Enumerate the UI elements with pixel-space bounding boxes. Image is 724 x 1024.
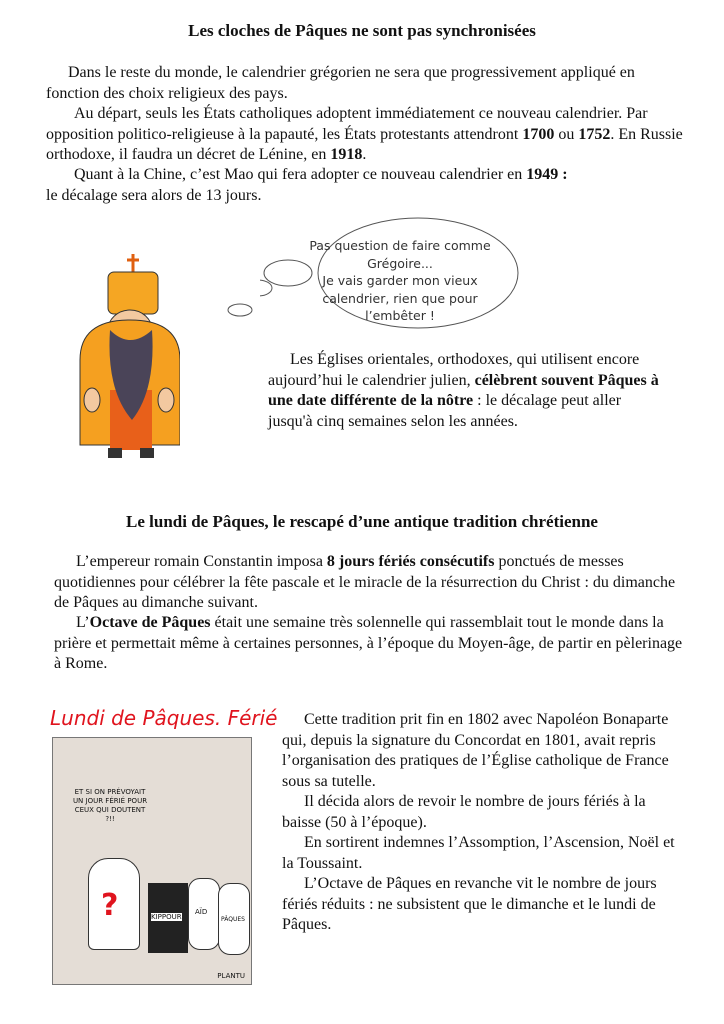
paragraph: Quant à la Chine, c’est Mao qui fera adopter ce nouveau calendrier en 1949 : le décalage sera alors de 13 jours. [46,166,568,204]
paragraph: L’Octave de Pâques était une semaine très solennelle qui rassemblait tout le monde dans la prière et permettait même à certaines personnes, à l’époque du Moyen-âge, de partir en pèlerinage à Rome. [54,614,683,672]
paragraph: Dans le reste du monde, le calendrier grégorien ne sera que progressivement appliqué en fonction des choix religieux des pays. [46,64,635,102]
cartoon-signature: PLANTU [217,972,245,980]
paragraph: L’Octave de Pâques en revanche vit le nombre de jours fériés réduits : ne subsistent que le dimanche et le lundi de Pâques. [282,875,657,933]
section-title: Le lundi de Pâques, le rescapé d’une antique tradition chrétienne [126,512,598,531]
paragraph: Les Églises orientales, orthodoxes, qui utilisent encore aujourd’hui le calendrier julien, célèbrent souvent Pâques à une date différente de la nôtre : le décalage peut aller jusqu'à cinq semaines selon les années. [268,351,659,430]
cartoon-label: KIPPOUR [151,913,182,921]
section-title: Les cloches de Pâques ne sont pas synchronisées [188,21,536,40]
question-mark-icon: ? [101,888,119,923]
cartoon-title: Lundi de Pâques. Férié [50,706,278,730]
thought-bubble-text: Pas question de faire comme Grégoire... Je vais garder mon vieux calendrier, rien que pour l’embêter ! [309,238,491,323]
paragraph: Au départ, seuls les États catholiques adoptent immédiatement ce nouveau calendrier. Par opposition politico-religieuse à la papauté, les États protestants attendront 1700 ou 1752. En Russie orthodoxe, il faudra un décret de Lénine, en 1918. [46,105,683,163]
orthodox-priest-illustration [70,250,180,465]
paragraph: Cette tradition prit fin en 1802 avec Napoléon Bonaparte qui, depuis la signature du Concordat en 1801, avait repris l’organisation des pratiques de l’Église catholique de France sous sa tutelle. [282,711,669,790]
cartoon-speech: ET SI ON PRÉVOYAIT UN JOUR FÉRIÉ POUR CEUX QUI DOUTENT ?!! [72,788,148,823]
thought-bubble-dot [225,300,255,320]
paragraph: Il décida alors de revoir le nombre de jours fériés à la baisse (50 à l’époque). [282,793,646,831]
paragraph: L’empereur romain Constantin imposa 8 jours fériés consécutifs ponctués de messes quotidiennes pour célébrer la fête pascale et le miracle de la résurrection du Christ : du dimanche de Pâques au dimanche suivant. [54,553,676,611]
cartoon-label: PÂQUES [221,916,245,923]
paragraph: En sortirent indemnes l’Assomption, l’Ascension, Noël et la Toussaint. [282,834,675,872]
cartoon-image [52,737,252,985]
cartoon-label: AÏD [195,908,208,916]
